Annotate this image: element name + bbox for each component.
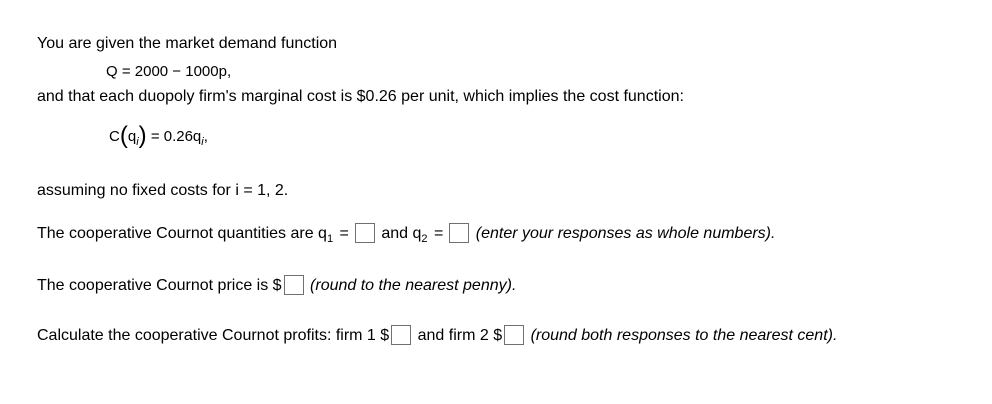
cost-fn-q: q [127,128,137,145]
question-profits [37,326,837,346]
cost-fn-c: C [109,128,120,145]
intro-line-1 [37,34,337,54]
question-quantities [37,224,775,245]
demand-equation [106,62,231,82]
cost-fn-rhs: = 0.26q [150,128,202,145]
q1-subscript: 1 [326,233,334,246]
q1-equals: = [339,225,349,243]
quantities-prefix: The cooperative Cournot quantities are q [37,225,327,243]
quantities-mid: and q [381,225,422,243]
q2-equals: = [433,225,444,243]
cost-fn-open-paren: ( [119,122,128,149]
profits-mid: and firm 2 $ [417,327,503,345]
quantities-hint: (enter your responses as whole numbers). [475,225,776,243]
cost-fn-q-subscript: i [136,136,139,148]
cost-function [109,124,208,148]
intro-text-1: You are given the market demand function [37,35,338,52]
profit-firm1-input[interactable] [391,325,411,345]
intro-line-2 [37,87,684,107]
price-hint: (round to the nearest penny). [310,277,517,295]
q1-input[interactable] [355,223,375,243]
intro-text-2: and that each duopoly firm's marginal cost is $0.26 per unit, which implies the cost function: [37,88,684,105]
profit-firm2-input[interactable] [504,325,524,345]
question-price [37,276,516,296]
intro-line-3 [37,181,288,201]
demand-equation-text: Q = 2000 − 1000p, [106,63,232,80]
price-prefix: The cooperative Cournot price is $ [37,277,282,295]
price-input[interactable] [284,275,304,295]
cost-fn-close-paren: ) [138,122,147,149]
q2-input[interactable] [449,223,469,243]
profits-prefix: Calculate the cooperative Cournot profits: firm 1 $ [37,327,390,345]
q2-subscript: 2 [421,233,428,246]
cost-fn-trailing: , [203,128,208,145]
intro-text-3: assuming no fixed costs for i = 1, 2. [37,182,289,199]
cost-fn-rhs-subscript: i [201,136,204,148]
profits-hint: (round both responses to the nearest cent). [530,327,838,345]
